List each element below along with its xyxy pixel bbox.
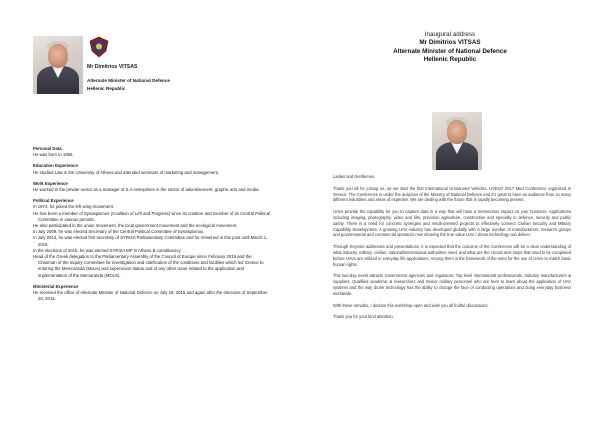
address-title — [300, 31, 600, 65]
minister-name: Mr Dimitrios VITSAS — [87, 64, 138, 70]
minister-role: Alternate Minister of National Defence — [87, 78, 170, 83]
speech-paragraph: Thank you all for joining us, as we start the first International Unmanned Vehicles, UVEUV 2017 Med Conference organized in Greece. The Conference is under the auspices of the Ministry of National Defence and it's great to have an audience from so many different industries and areas of expertise. We are dealing with the future that is rapidly becoming present. — [333, 185, 571, 203]
bio-line: He also participated in the union movement, the local government movement and the ecological movement. — [33, 223, 238, 229]
bio-line: He was born in 1956. — [33, 152, 74, 158]
speech-paragraph: Thank you for your kind attention. — [333, 314, 394, 320]
bio-line: In 1974, he joined the left-wing movement. — [33, 204, 114, 210]
section-heading: Political Experience — [33, 198, 74, 204]
title-line-4: Hellenic Republic — [423, 56, 477, 64]
bio-line: In the elections of 2015, he was elected SYRIZA MP in Athens B constituency. — [33, 247, 182, 253]
speech-paragraph: Ladies and Gentlemen, — [333, 174, 376, 179]
title-line-2: Mr Dimitrios VITSAS — [419, 39, 481, 47]
section-heading: Education Experience — [33, 163, 78, 169]
section-heading: Work Experience — [33, 180, 68, 186]
speech-paragraph: This two-day event attracts Government agencies and regulators, Top level international professionals, Industry manufacturers & suppliers, Qualified academic & researchers and Senior military personnel who are here to learn about the application of UAV systems and the way drone technology has the ability to change the face of conducting operations and doing everyday business worldwide. — [333, 273, 571, 296]
portrait-head — [48, 44, 68, 68]
bio-line: He has been a member of Synaspismos (Coalition of Left and Progress) since its creation and member of its Central Political Committee in various periods. — [33, 210, 270, 222]
biography — [33, 146, 271, 302]
speech-paragraph: UAVs provide the capability for you to capture data in a way that will have a tremendous impact on your business. Applications including imaging, photography, video and film, precision agriculture, construction and specially in defence, security and public safety. There is a need for concrete synergies and result-oriented projects to effectively connect Civilian Security and Military Capability Development. A growing UAV industry has developed globally with a large number of manufacturers, research groups and governmental and commercial operators now showing the true value UAV / drone technology can deliver. — [333, 209, 571, 238]
speaker-portrait — [432, 112, 482, 170]
bio-line: He received the office of Alternate Minister of National Defence on July 18, 2015 and again after the elections of September 20, 2015. — [33, 290, 268, 302]
bio-line: He worked in the private sector as a manager of S.A enterprises in the sector of advertisement, graphic arts and media. — [33, 187, 260, 193]
bio-line: Head of the Greek delegation to the Parliamentary Assembly of the Council of Europe since February 2015 and the Chairman of the Inquiry Committee for investigation and clarification of the conditions and facilities which led Greece to entering the Memoranda (MoUs) and supervision status and of any other issue related to the application and implementation of the Memoranda (MOUs). — [33, 254, 264, 278]
portrait-head — [447, 120, 467, 144]
minister-country: Hellenic Republic — [87, 86, 126, 91]
speech-paragraph: With these remarks, I declare this workshop open and wish you all fruitful discussions. — [333, 302, 489, 308]
speech-paragraph: Through Keynote addresses and presentations, it is expected that the outcome of the Conference will be a clear understanding of what industry, military, civilian, national/international authorities need, and what are the crucial next steps that need to be completed before UAVs are utilized in everyday life applications. Among them is the framework of the rules for the use of UAVs to match basic human rights. — [333, 244, 571, 267]
bio-line: He studied Law in the University of Athens and attended seminars of marketing and management. — [33, 169, 220, 175]
bio-line: In July 2013, he was elected first secretary of SYRIZA Parliamentary Committee and he remained in this post until March 1, 2015. — [33, 235, 268, 247]
section-heading: Ministerial Experience — [33, 283, 79, 289]
bio-line: In July 2009, he was elected Secretary of the Central Political Committee of Synaspismos. — [33, 229, 205, 235]
section-heading: Personal Data — [33, 146, 62, 151]
address-text — [333, 174, 571, 326]
ministry-emblem-icon — [88, 36, 110, 58]
title-line-3: Alternate Minister of National Defence — [393, 47, 507, 55]
minister-portrait — [33, 36, 83, 94]
title-line-1: Inaugural address — [424, 31, 476, 38]
